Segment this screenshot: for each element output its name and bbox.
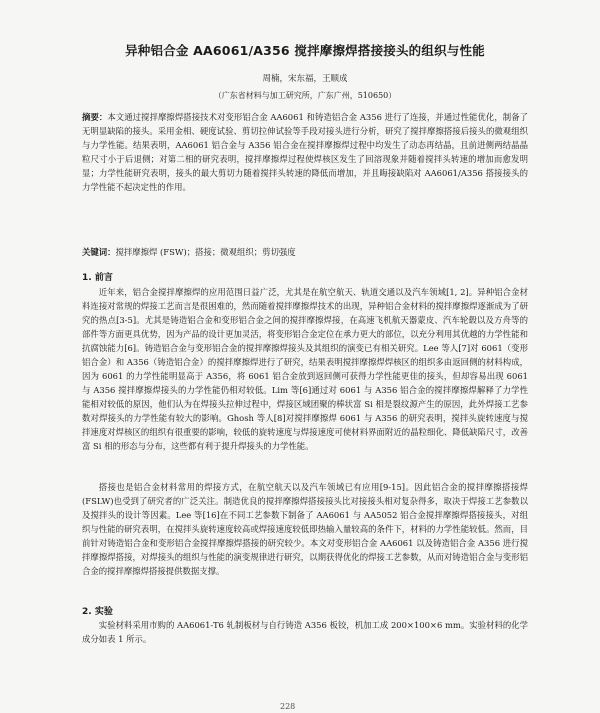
page-number: 228 (280, 702, 296, 711)
paper-title: 异种铝合金 AA6061/A356 搅拌摩擦焊搭接接头的组织与性能 (125, 43, 485, 58)
keywords-label: 关键词： (82, 247, 116, 257)
abstract-label: 摘要： (82, 112, 108, 122)
keywords-text: 搅拌摩擦焊 (FSW)；搭接；微观组织；剪切强度 (115, 247, 296, 257)
abstract-text: 本文通过搅拌摩擦焊搭接技术对变形铝合金 AA6061 和铸造铝合金 A356 进行了连接，并通过性能优化，制备了无明显缺陷的接头。采用金相、硬度试验、剪切拉伸试验等手段对接头进行分析，研究了搅拌摩擦搭接后接头的微观组织与力学性能。结果表明，AA6061 铝合金与 A356 铝合金在搅拌摩擦焊过程中均发生了动态再结晶，且前进侧两结晶晶粒尺寸小于后退侧；对第二相的研究表明，搅拌摩擦焊过程使焊核区发生了回溶现象并随着搅拌头转速的增加而愈发明显；力学性能研究表明，接头的最大剪切力随着搅拌头转速的降低而增加，并且晦接缺陷对 AA6061/A356 搭接接头的力学性能不起决定性的作用。 (82, 112, 529, 192)
keywords (82, 245, 528, 259)
experiment-paragraph-1: 实验材料采用市购的 AA6061-T6 轧制板材与自行铸造 A356 板铰，机加工成 200×100×6 mm。实验材料的化学成分如表 1 所示。 (82, 620, 528, 644)
intro-paragraph-1: 近年来，铝合金搅拌摩擦焊的应用范围日益广泛，尤其是在航空航天、轨道交通以及汽车领域[1, 2]。异种铝合金材料连接对常规的焊接工艺而言是很困难的，然而随着搅拌摩擦焊技术的出现，异种铝合金材料的搅拌摩擦焊逐渐成为了研究的热点[3-5]。尤其是铸造铝合金和变形铝合金之间的搅拌摩擦焊接，在高速飞机航天器蒙皮、汽车轮毂以及方舟等的部件等方面更具优势，因为产品的设计更加灵活，将变形铝合金定位在承力更大的部位，以充分利用其优越的力学性能和抗腐蚀能力[6]。铸造铝合金与变形铝合金的搅拌摩擦焊接头及其组织的演变已有相关研究。Lee 等人[7]对 6061（变形铝合金）和 A356（铸造铝合金）的搅拌摩擦焊进行了研究，结果表明搅拌摩擦焊焊核区的组织多由返回侧的材料构成，因为 6061 的力学性能明显高于 A356，将 6061 铝合金放到返回侧可获得力学性能更佳的接头，但却容易出现 6061 与 A356 搅拌摩擦焊接头的力学性能仍相对较低。Lim 等[6]通过对 6061 与 A356 铝合金的搅拌摩擦焊解释了力学性能相对较低的原因，他们认为在焊接头拉伸过程中，焊接区域团聚的棒状富 Si 相是裂纹源产生的原因，此外焊接工艺参数对焊接头的力学性能有较大的影响。Ghosh 等人[8]对搅拌摩擦焊 6061 与 A356 的研究表明，搅拌头旋转速度与搅拌速度对焊核区的组织有很重要的影响，较低的旋转速度与焊接速度可使材料界面附近的晶粒细化、降低缺陷尺寸，改善富 Si 相的形态与分布，这些都有利于提升焊接头的力学性能。 (82, 287, 528, 451)
section-heading-intro: 1. 前言 (82, 273, 113, 283)
section-heading-experiment: 2. 实验 (82, 607, 113, 617)
paper-authors: 周楠，宋东福，王顺成 (262, 74, 348, 84)
paper-affiliation: （广东省材料与加工研究所，广东广州，510650） (213, 91, 397, 100)
intro-paragraph-2: 搭接也是铝合金材料常用的焊接方式，在航空航天以及汽车领域已有应用[9-15]。因此铝合金的搅拌摩擦搭接焊(FSLW)也受到了研究者的广泛关注。制造优良的搅拌摩擦焊搭接接头比对接接头相对复杂得多，取决于焊接工艺参数以及搅拌头的设计等因素。Lee 等[16]在不同工艺参数下制备了 AA6061 与 AA5052 铝合金搅拌摩擦焊搭接接头，对组织与性能的研究表明，在搅拌头旋转速度较高或焊接速度较低即热输入量较高的条件下，材料的力学性能较低。然而，目前针对铸造铝合金和变形铝合金搅拌摩擦焊搭接的研究较少。本文对变形铝合金 AA6061 以及铸造铝合金 A356 进行搅拌摩擦焊搭接，对焊接头的组织与性能的演变规律进行研究，以期获得优化的焊接工艺参数，从而对铸造铝合金与变形铝合金的搅拌摩擦焊搭接提供数据支撑。 (82, 482, 528, 576)
abstract (82, 110, 528, 194)
